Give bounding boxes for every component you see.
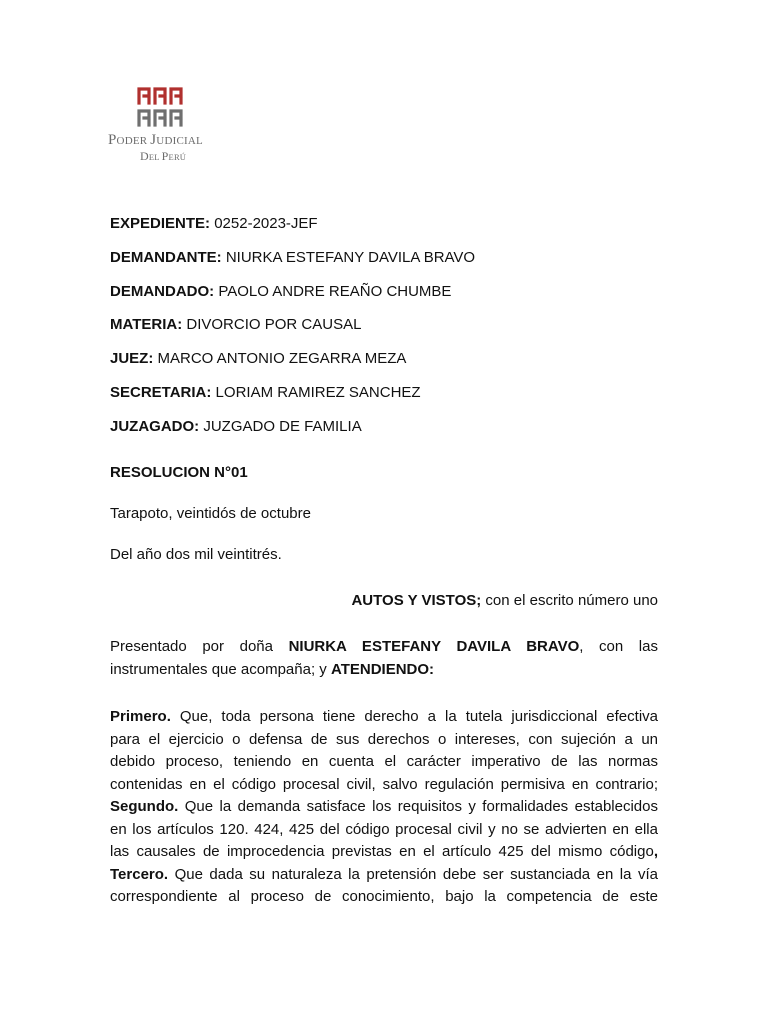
secretaria-line — [110, 383, 421, 403]
juez-value: MARCO ANTONIO ZEGARRA MEZA — [153, 350, 407, 367]
considerando-line-4: contenidas en el código procesal civil, salvo regulación permisiva en contrario; — [110, 775, 658, 793]
resolucion-title: RESOLUCION N°01 — [110, 464, 248, 481]
expediente-line — [110, 214, 318, 234]
considerandos-paragraph — [110, 706, 658, 909]
secretaria-label: SECRETARIA: — [110, 384, 212, 401]
date-line-2: Del año dos mil veintitrés. — [110, 546, 282, 563]
secretaria-value: LORIAM RAMIREZ SANCHEZ — [211, 384, 421, 401]
considerando-line-2: para el ejercicio o defensa de sus derechos o intereses, con sujeción a un — [110, 730, 658, 748]
expediente-label: EXPEDIENTE: — [110, 215, 211, 232]
presentado-line-1: Presentado por doña NIURKA ESTEFANY DAVILA BRAVO, con las — [110, 638, 658, 655]
materia-value: DIVORCIO POR CAUSAL — [182, 316, 362, 333]
demandado-line — [110, 282, 451, 302]
poder-judicial-logo — [108, 86, 218, 166]
expediente-value: 0252-2023-JEF — [210, 215, 318, 232]
presentado-line-2: instrumentales que acompaña; y ATENDIENDO: — [110, 660, 435, 678]
considerando-line-7: las causales de improcedencia previstas en el artículo 425 del mismo código, — [110, 843, 658, 860]
considerando-line-9: correspondiente al proceso de conocimiento, bajo la competencia de este — [110, 888, 658, 905]
considerando-line-1: Primero. Que, toda persona tiene derecho a la tutela jurisdiccional efectiva — [110, 708, 658, 725]
autos-text: con el escrito número uno — [481, 592, 658, 609]
primero-label: Primero. — [110, 708, 171, 725]
demandante-name-bold: NIURKA ESTEFANY DAVILA BRAVO — [288, 638, 580, 655]
atendiendo-label: ATENDIENDO: — [330, 660, 435, 678]
juez-label: JUEZ: — [110, 350, 154, 367]
juzgado-label: JUZAGADO: — [110, 418, 200, 435]
poder-judicial-emblem-icon — [136, 86, 188, 128]
date-line-1: Tarapoto, veintidós de octubre — [110, 505, 311, 522]
demandante-line — [110, 248, 475, 268]
demandante-label: DEMANDANTE: — [110, 249, 222, 266]
juez-line — [110, 349, 406, 369]
demandado-value: PAOLO ANDRE REAÑO CHUMBE — [214, 283, 452, 300]
demandado-label: DEMANDADO: — [110, 283, 215, 300]
materia-line — [110, 315, 361, 335]
materia-label: MATERIA: — [110, 316, 183, 333]
presentado-paragraph — [110, 636, 658, 681]
considerando-line-5: Segundo. Que la demanda satisface los requisitos y formalidades establecidos — [110, 798, 658, 815]
tercero-label: Tercero. — [110, 865, 169, 883]
juzgado-value: JUZGADO DE FAMILIA — [199, 418, 362, 435]
logo-text-poder-judicial: PODER JUDICIAL — [108, 132, 203, 148]
logo-text-del-peru: DEL PERÚ — [140, 149, 187, 163]
juzgado-line — [110, 417, 362, 437]
considerando-line-8: Tercero. Que dada su naturaleza la pretensión debe ser sustanciada en la vía — [110, 865, 658, 883]
autos-label: AUTOS Y VISTOS; — [351, 592, 482, 609]
segundo-label: Segundo. — [110, 798, 179, 815]
considerando-line-3: debido proceso, teniendo en cuenta el carácter imperativo de las normas — [110, 753, 658, 770]
considerando-line-6: en los artículos 120. 424, 425 del código procesal civil y no se advierten en ella — [110, 820, 658, 838]
autos-y-vistos-line — [351, 591, 658, 611]
demandante-value: NIURKA ESTEFANY DAVILA BRAVO — [221, 249, 476, 266]
